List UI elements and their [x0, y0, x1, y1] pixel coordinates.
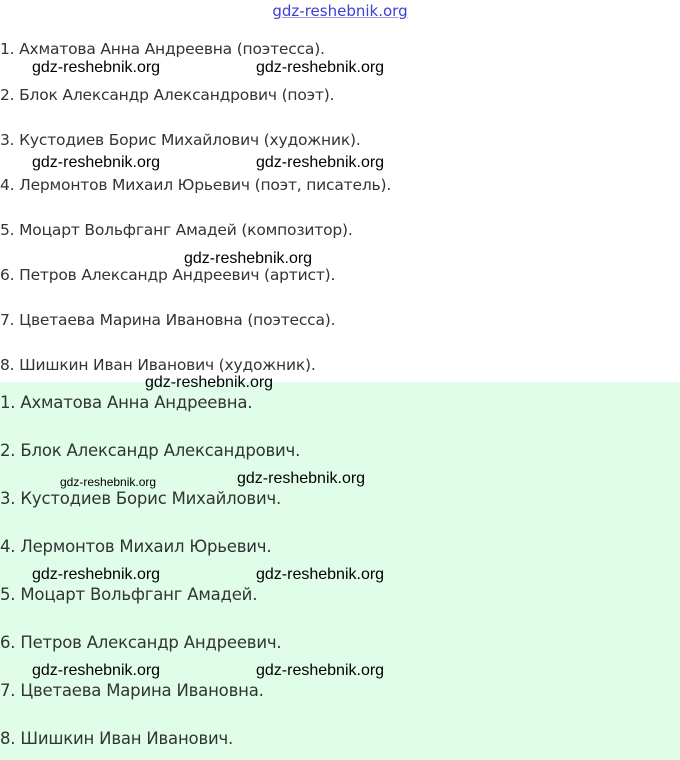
watermark: gdz-reshebnik.org [145, 374, 274, 391]
watermark: gdz-reshebnik.org [237, 470, 366, 487]
list-item: 1. Ахматова Анна Андреевна (поэтесса). [0, 40, 325, 58]
watermark: gdz-reshebnik.org [184, 250, 313, 267]
list-item: 6. Петров Александр Андреевич. [0, 633, 282, 652]
watermark: gdz-reshebnik.org [32, 154, 161, 171]
header-watermark: gdz-reshebnik.org [272, 2, 408, 20]
list-item: 3. Кустодиев Борис Михайлович (художник). [0, 131, 361, 149]
list-item: 5. Моцарт Вольфганг Амадей. [0, 585, 258, 604]
watermark: gdz-reshebnik.org [256, 662, 385, 679]
watermark: gdz-reshebnik.org [32, 662, 161, 679]
watermark: gdz-reshebnik.org [256, 59, 385, 76]
list-item: 7. Цветаева Марина Ивановна (поэтесса). [0, 311, 336, 329]
watermark: gdz-reshebnik.org [60, 475, 157, 489]
list-item: 5. Моцарт Вольфганг Амадей (композитор). [0, 221, 353, 239]
list-item: 8. Шишкин Иван Иванович (художник). [0, 356, 316, 374]
watermark: gdz-reshebnik.org [256, 154, 385, 171]
list-item: 2. Блок Александр Александрович. [0, 441, 301, 460]
list-item: 2. Блок Александр Александрович (поэт). [0, 86, 335, 104]
watermark: gdz-reshebnik.org [32, 566, 161, 583]
watermark: gdz-reshebnik.org [32, 59, 161, 76]
list-item: 1. Ахматова Анна Андреевна. [0, 393, 253, 412]
list-item: 3. Кустодиев Борис Михайлович. [0, 489, 282, 508]
list-item: 4. Лермонтов Михаил Юрьевич. [0, 537, 272, 556]
list-item: 6. Петров Александр Андреевич (артист). [0, 266, 336, 284]
list-item: 4. Лермонтов Михаил Юрьевич (поэт, писатель). [0, 176, 392, 194]
watermark: gdz-reshebnik.org [256, 566, 385, 583]
list-item: 8. Шишкин Иван Иванович. [0, 729, 234, 748]
list-item: 7. Цветаева Марина Ивановна. [0, 681, 264, 700]
